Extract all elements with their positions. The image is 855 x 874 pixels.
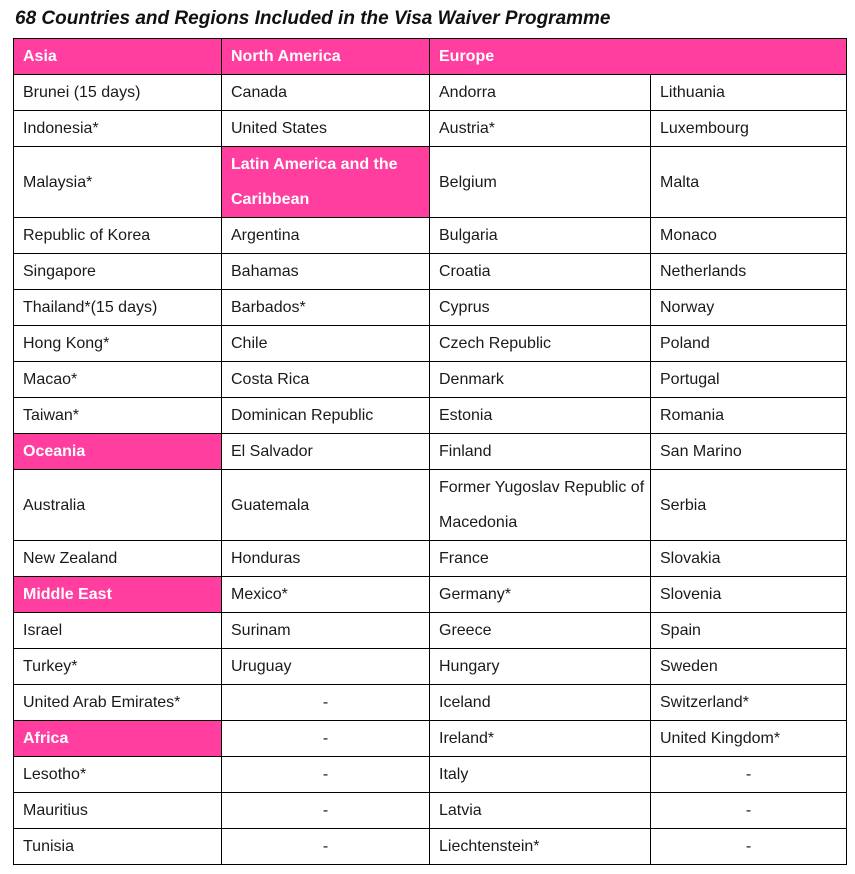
table-cell: Greece [430,613,651,649]
table-row [14,829,847,865]
table-cell: Uruguay [222,649,430,685]
table-cell: United States [222,111,430,147]
table-cell: Argentina [222,218,430,254]
table-cell: Surinam [222,613,430,649]
table-cell: New Zealand [14,541,222,577]
table-cell: Iceland [430,685,651,721]
table-row [14,577,847,613]
table-cell: Romania [651,398,847,434]
header-africa: Africa [14,721,222,757]
table-row [14,793,847,829]
table-cell: Denmark [430,362,651,398]
table-cell: Sweden [651,649,847,685]
table-cell: Former Yugoslav Republic of Macedonia [430,470,651,541]
header-oceania: Oceania [14,434,222,470]
table-cell: Macao* [14,362,222,398]
table-cell: Malta [651,147,847,218]
table-cell: Malaysia* [14,147,222,218]
table-cell: Mexico* [222,577,430,613]
table-cell: - [222,829,430,865]
table-row [14,649,847,685]
table-cell: Lesotho* [14,757,222,793]
table-cell: - [222,793,430,829]
table-cell: Serbia [651,470,847,541]
table-cell: El Salvador [222,434,430,470]
table-cell: France [430,541,651,577]
table-cell: Italy [430,757,651,793]
table-cell: Estonia [430,398,651,434]
table-cell: - [222,757,430,793]
table-row [14,757,847,793]
table-cell: Austria* [430,111,651,147]
table-cell: Ireland* [430,721,651,757]
header-middle-east: Middle East [14,577,222,613]
table-cell: Hong Kong* [14,326,222,362]
table-cell: Dominican Republic [222,398,430,434]
table-cell: Monaco [651,218,847,254]
table-cell: Switzerland* [651,685,847,721]
table-cell: Croatia [430,254,651,290]
table-cell: Tunisia [14,829,222,865]
header-north-america: North America [222,39,430,75]
table-cell: Honduras [222,541,430,577]
table-row [14,362,847,398]
table-cell: - [222,721,430,757]
table-cell: Costa Rica [222,362,430,398]
table-cell: Finland [430,434,651,470]
table-cell: Latvia [430,793,651,829]
table-cell: Luxembourg [651,111,847,147]
table-cell: Belgium [430,147,651,218]
table-cell: Czech Republic [430,326,651,362]
table-row [14,721,847,757]
table-cell: Spain [651,613,847,649]
table-cell: Australia [14,470,222,541]
table-cell: Bulgaria [430,218,651,254]
table-cell: Slovakia [651,541,847,577]
table-row [14,147,847,218]
table-cell: Cyprus [430,290,651,326]
table-row [14,326,847,362]
table-cell: Thailand*(15 days) [14,290,222,326]
table-cell: Slovenia [651,577,847,613]
table-cell: Israel [14,613,222,649]
table-cell: United Arab Emirates* [14,685,222,721]
table-cell: Indonesia* [14,111,222,147]
table-cell: Liechtenstein* [430,829,651,865]
table-cell: Brunei (15 days) [14,75,222,111]
table-cell: Portugal [651,362,847,398]
table-cell: Singapore [14,254,222,290]
table-row [14,290,847,326]
table-cell: Bahamas [222,254,430,290]
table-cell: Republic of Korea [14,218,222,254]
header-asia: Asia [14,39,222,75]
table-row [14,218,847,254]
table-cell: Lithuania [651,75,847,111]
table-cell: - [651,757,847,793]
table-row [14,685,847,721]
table-cell: Chile [222,326,430,362]
header-europe: Europe [430,39,847,75]
table-cell: Canada [222,75,430,111]
table-row [14,470,847,541]
table-cell: Andorra [430,75,651,111]
table-cell: Taiwan* [14,398,222,434]
table-cell: Netherlands [651,254,847,290]
table-cell: Hungary [430,649,651,685]
visa-waiver-table [13,38,847,865]
table-row [14,541,847,577]
table-row [14,75,847,111]
table-row [14,111,847,147]
table-cell: San Marino [651,434,847,470]
page-title: 68 Countries and Regions Included in the Visa Waiver Programme [15,8,611,29]
table-cell: United Kingdom* [651,721,847,757]
table-cell: Guatemala [222,470,430,541]
table-row [14,39,847,75]
table-row [14,398,847,434]
table-row [14,613,847,649]
table-cell: - [651,793,847,829]
table-cell: Poland [651,326,847,362]
table-row [14,254,847,290]
table-cell: - [222,685,430,721]
table-cell: Barbados* [222,290,430,326]
table-cell: Norway [651,290,847,326]
table-cell: - [651,829,847,865]
table-cell: Mauritius [14,793,222,829]
table-row [14,434,847,470]
header-latin-america: Latin America and the Caribbean [222,147,430,218]
table-cell: Turkey* [14,649,222,685]
table-cell: Germany* [430,577,651,613]
